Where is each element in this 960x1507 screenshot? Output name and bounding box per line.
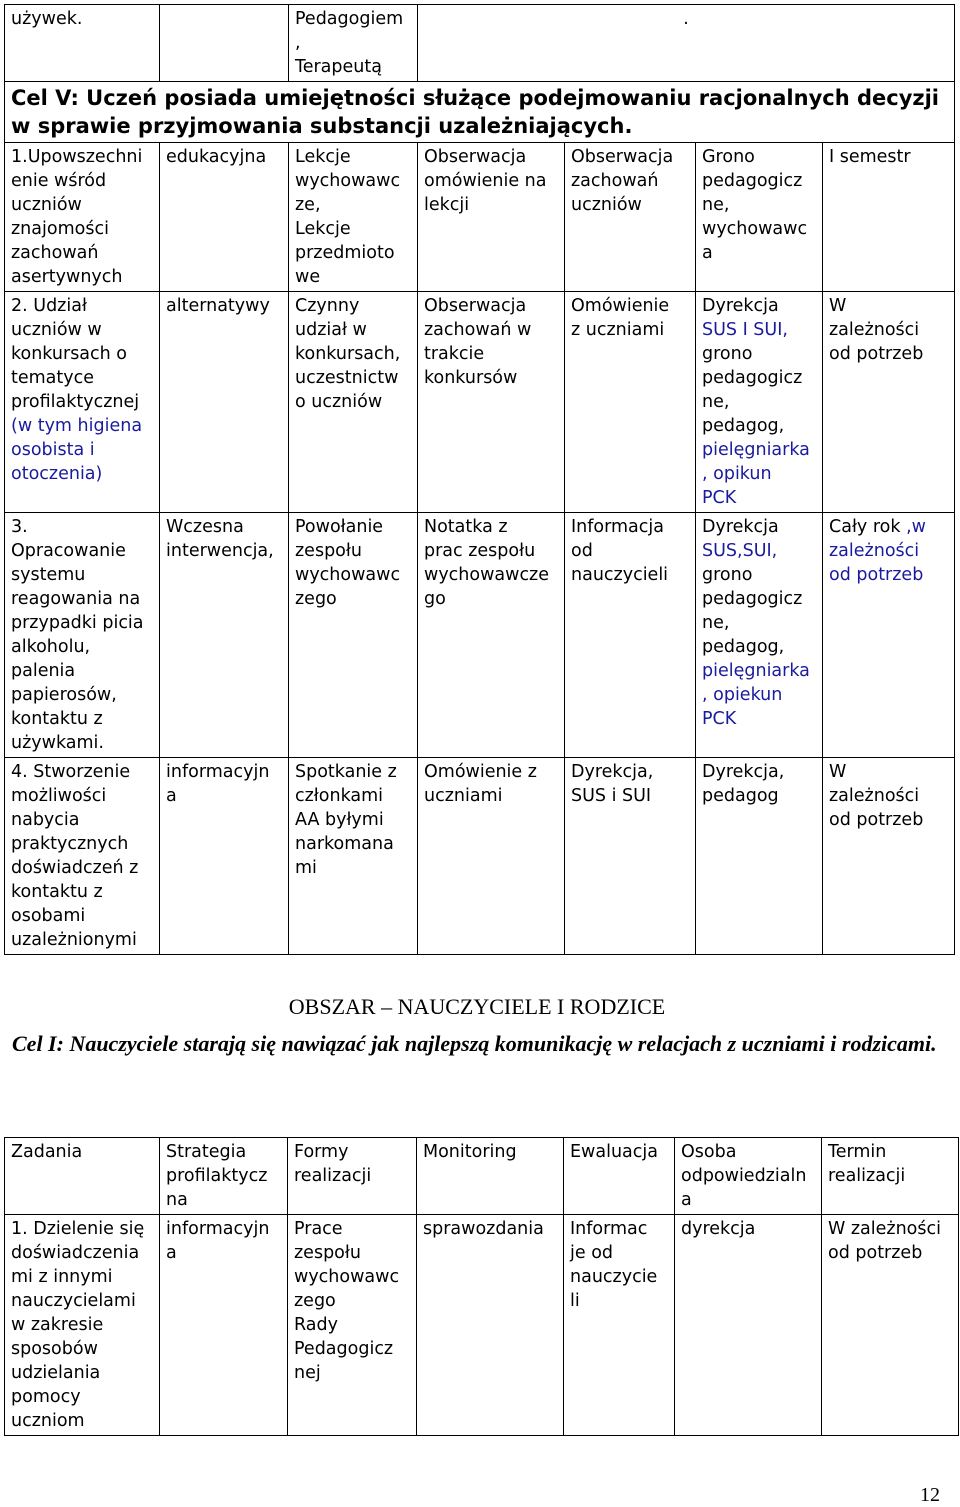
column-header-term: Termin realizacji bbox=[822, 1138, 959, 1215]
task-cell: 4. Stworzenie możliwości nabycia praktycznych doświadczeń z kontaktu z osobami uzależnionymi bbox=[5, 758, 160, 955]
person-cell bbox=[696, 513, 823, 758]
column-header-evaluation: Ewaluacja bbox=[564, 1138, 675, 1215]
task-cell: 1.Upowszechni enie wśród uczniów znajomości zachowań asertywnych bbox=[5, 143, 160, 292]
prevention-plan-table bbox=[4, 4, 955, 955]
column-header-monitoring: Monitoring bbox=[417, 1138, 564, 1215]
goal-heading: Cel V: Uczeń posiada umiejętności służące podejmowaniu racjonalnych decyzji w sprawie przyjmowania substancji uzależniających. bbox=[5, 82, 955, 143]
teachers-parents-table bbox=[4, 1137, 959, 1436]
strategy-cell: Wczesna interwencja, bbox=[160, 513, 289, 758]
table-row bbox=[5, 513, 955, 758]
table-cell: Pedagogiem , Terapeutą bbox=[289, 5, 418, 82]
page-number: 12 bbox=[920, 1484, 940, 1506]
strategy-cell: alternatywy bbox=[160, 292, 289, 513]
task-text: 2. Udział uczniów w konkursach o tematyce profilaktycznej bbox=[11, 296, 140, 412]
strategy-cell: informacyjn a bbox=[160, 1215, 288, 1436]
task-cell: 3. Opracowanie systemu reagowania na przypadki picia alkoholu, palenia papierosów, kontaktu z używkami. bbox=[5, 513, 160, 758]
forms-cell: Powołanie zespołu wychowawc zego bbox=[289, 513, 418, 758]
person-text: Dyrekcja bbox=[702, 517, 779, 537]
person-cell bbox=[696, 292, 823, 513]
person-cell: Grono pedagogicz ne, wychowawc a bbox=[696, 143, 823, 292]
column-header-person: Osoba odpowiedzialn a bbox=[675, 1138, 822, 1215]
evaluation-cell: Omówienie z uczniami bbox=[565, 292, 696, 513]
evaluation-cell: Dyrekcja, SUS i SUI bbox=[565, 758, 696, 955]
term-cell: W zależności od potrzeb bbox=[823, 292, 955, 513]
table-row bbox=[5, 292, 955, 513]
term-cell bbox=[823, 513, 955, 758]
monitoring-cell: sprawozdania bbox=[417, 1215, 564, 1436]
monitoring-cell: Obserwacja omówienie na lekcji bbox=[418, 143, 565, 292]
term-cell: W zależności od potrzeb bbox=[822, 1215, 959, 1436]
table-row bbox=[5, 5, 955, 82]
column-header-forms: Formy realizacji bbox=[288, 1138, 417, 1215]
term-text: Cały rok bbox=[829, 517, 901, 537]
term-text-blue: ,w zależności od potrzeb bbox=[829, 517, 926, 585]
table-row bbox=[5, 143, 955, 292]
task-cell bbox=[5, 292, 160, 513]
goal-row bbox=[5, 82, 955, 143]
person-cell: Dyrekcja, pedagog bbox=[696, 758, 823, 955]
person-text-blue: SUS,SUI, bbox=[702, 541, 778, 561]
evaluation-cell: Informac je od nauczycie li bbox=[564, 1215, 675, 1436]
strategy-cell: informacyjn a bbox=[160, 758, 289, 955]
forms-cell: Prace zespołu wychowawc zego Rady Pedagogicz nej bbox=[288, 1215, 417, 1436]
section-goal: Cel I: Nauczyciele starają się nawiązać jak najlepszą komunikację w relacjach z uczniami i rodzicami. bbox=[12, 1031, 937, 1056]
strategy-cell: edukacyjna bbox=[160, 143, 289, 292]
table-header-row bbox=[5, 1138, 959, 1215]
monitoring-cell: Notatka z prac zespołu wychowawcze go bbox=[418, 513, 565, 758]
table-cell: używek. bbox=[5, 5, 160, 82]
person-text-blue: pielęgniarka , opikun PCK bbox=[702, 440, 810, 508]
evaluation-cell: Obserwacja zachowań uczniów bbox=[565, 143, 696, 292]
section-heading-area bbox=[12, 992, 942, 1058]
column-header-tasks: Zadania bbox=[5, 1138, 160, 1215]
person-text: Dyrekcja bbox=[702, 296, 779, 316]
person-text: grono pedagogicz ne, pedagog, bbox=[702, 565, 803, 657]
monitoring-cell: Obserwacja zachowań w trakcie konkursów bbox=[418, 292, 565, 513]
monitoring-cell: Omówienie z uczniami bbox=[418, 758, 565, 955]
forms-cell: Czynny udział w konkursach, uczestnictw o uczniów bbox=[289, 292, 418, 513]
evaluation-cell: Informacja od nauczycieli bbox=[565, 513, 696, 758]
table-row bbox=[5, 1215, 959, 1436]
person-text-blue: SUS I SUI, bbox=[702, 320, 788, 340]
task-text-extra: (w tym higiena osobista i otoczenia) bbox=[11, 416, 143, 484]
person-text-blue: pielęgniarka , opiekun PCK bbox=[702, 661, 810, 729]
task-cell: 1. Dzielenie się doświadczenia mi z innymi nauczycielami w zakresie sposobów udzielania pomocy uczniom bbox=[5, 1215, 160, 1436]
table-row bbox=[5, 758, 955, 955]
person-cell: dyrekcja bbox=[675, 1215, 822, 1436]
person-text: grono pedagogicz ne, pedagog, bbox=[702, 344, 803, 436]
forms-cell: Spotkanie z członkami AA byłymi narkomana mi bbox=[289, 758, 418, 955]
section-title: OBSZAR – NAUCZYCIELE I RODZICE bbox=[288, 994, 666, 1019]
forms-cell: Lekcje wychowawc ze, Lekcje przedmioto we bbox=[289, 143, 418, 292]
table-cell: . bbox=[418, 5, 955, 82]
table-cell bbox=[160, 5, 289, 82]
term-cell: I semestr bbox=[823, 143, 955, 292]
term-cell: W zależności od potrzeb bbox=[823, 758, 955, 955]
column-header-strategy: Strategia profilaktycz na bbox=[160, 1138, 288, 1215]
